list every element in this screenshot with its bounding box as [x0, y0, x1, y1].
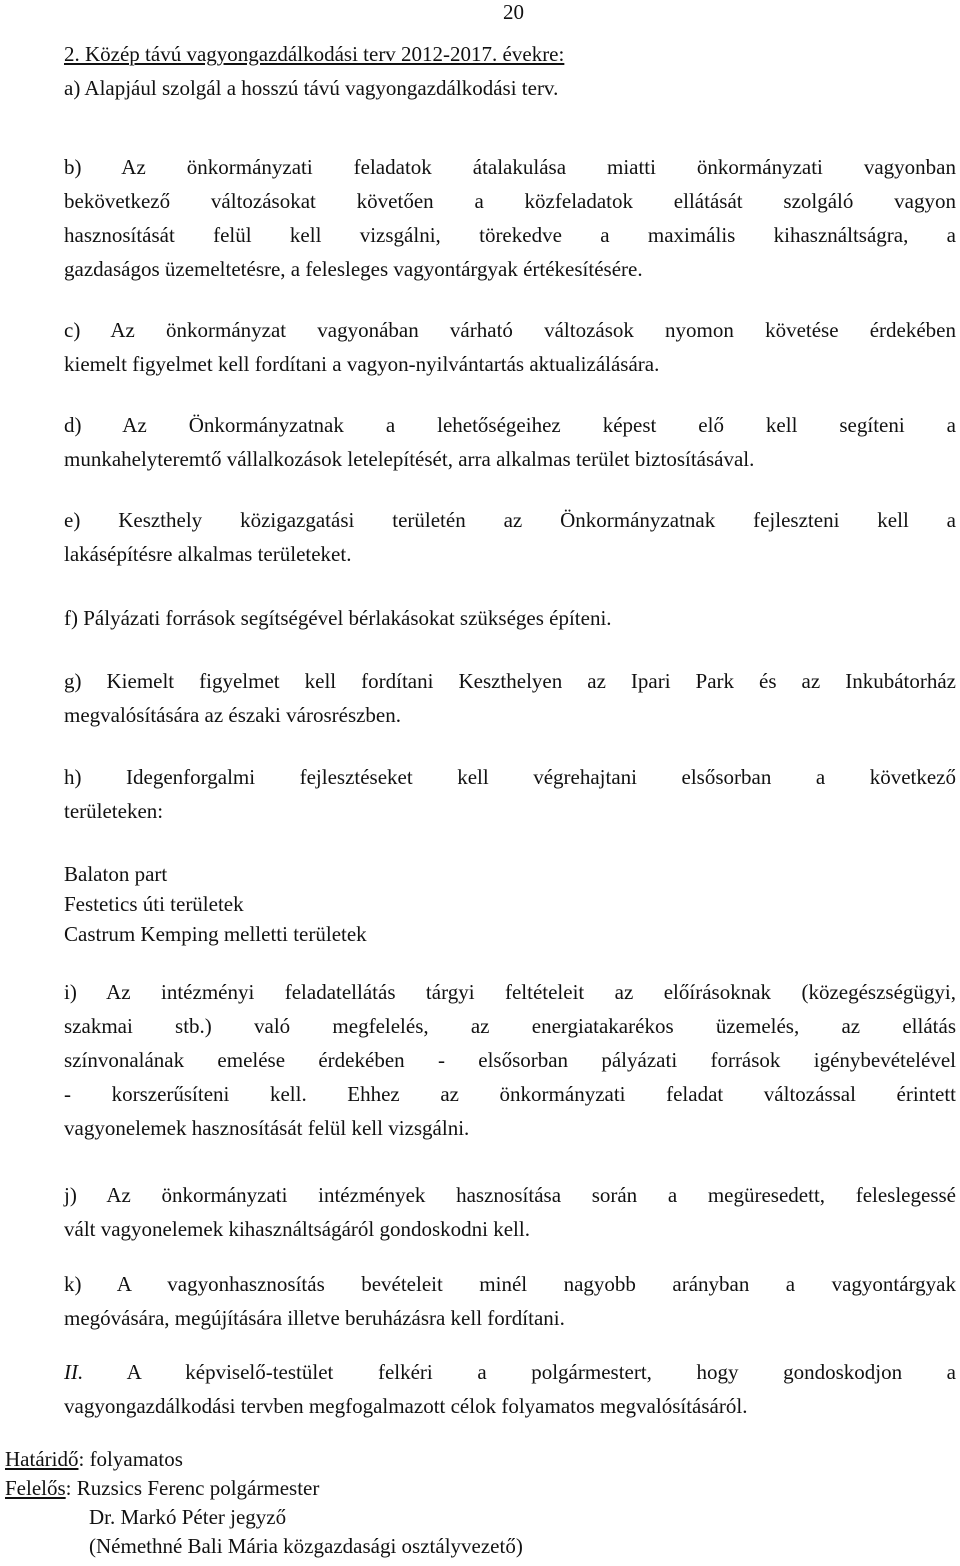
item-d-line-2: munkahelyteremtő vállalkozások letelepítését, arra alkalmas terület biztosításával. [64, 447, 755, 471]
item-j-line-2: vált vagyonelemek kihasználtságáról gondoskodni kell. [64, 1217, 530, 1241]
item-i-line-3: színvonalának emelése érdekében - elsősorban pályázati források igénybevételével [64, 1048, 956, 1072]
item-b-line-3: hasznosítását felül kell vizsgálni, törekedve a maximális kihasználtságra, a [64, 223, 956, 247]
responsible-label: Felelős [5, 1476, 66, 1500]
item-a-line-1: a) Alapjául szolgál a hosszú távú vagyongazdálkodási terv. [64, 76, 559, 100]
item-k-line-1: k) A vagyonhasznosítás bevételeit minél nagyobb arányban a vagyontárgyak [64, 1272, 956, 1296]
co-responsible-line-2: (Némethné Bali Mária közgazdasági osztályvezető) [89, 1534, 523, 1558]
area-item-2: Festetics úti területek [64, 892, 244, 916]
deadline-value: : folyamatos [78, 1447, 183, 1471]
section-heading: 2. Közép távú vagyongazdálkodási terv 2012-2017. évekre: [64, 42, 565, 66]
item-j-line-1: j) Az önkormányzati intézmények hasznosítása során a megüresedett, feleslegessé [64, 1183, 956, 1207]
item-i-line-1: i) Az intézményi feladatellátás tárgyi feltételeit az előírásoknak (közegészségügyi, [64, 980, 956, 1004]
area-item-1: Balaton part [64, 862, 168, 886]
item-g-line-2: megvalósítására az északi városrészben. [64, 703, 402, 727]
item-c-line-2: kiemelt figyelmet kell fordítani a vagyon-nyilvántartás aktualizálására. [64, 352, 660, 376]
item-f-line-1: f) Pályázati források segítségével bérlakásokat szükséges építeni. [64, 606, 612, 630]
item-b-line-4: gazdaságos üzemeltetésre, a felesleges vagyontárgyak értékesítésére. [64, 257, 643, 281]
item-g-line-1: g) Kiemelt figyelmet kell fordítani Keszthelyen az Ipari Park és az Inkubátorház [64, 669, 956, 693]
resolution-line-1 [64, 1360, 956, 1385]
responsible-line [5, 1476, 319, 1501]
item-h-line-2: területeken: [64, 799, 164, 823]
co-responsible-line: Dr. Markó Péter jegyző [89, 1505, 287, 1529]
responsible-value: : Ruzsics Ferenc polgármester [65, 1476, 320, 1500]
item-c-line-1: c) Az önkormányzat vagyonában várható változások nyomon követése érdekében [64, 318, 956, 342]
page-number: 20 [503, 0, 524, 24]
resolution-line-2: vagyongazdálkodási tervben megfogalmazott célok folyamatos megvalósításáról. [64, 1394, 748, 1418]
item-b-line-2: bekövetkező változásokat követően a közfeladatok ellátását szolgáló vagyon [64, 189, 956, 213]
area-item-3: Castrum Kemping melletti területek [64, 922, 367, 946]
item-e-line-2: lakásépítésre alkalmas területeket. [64, 542, 352, 566]
item-k-line-2: megóvására, megújítására illetve beruházásra kell fordítani. [64, 1306, 565, 1330]
item-h-line-1: h) Idegenforgalmi fejlesztéseket kell végrehajtani elsősorban a következő [64, 765, 956, 789]
item-b-line-1: b) Az önkormányzati feladatok átalakulása miatti önkormányzati vagyonban [64, 155, 956, 179]
item-d-line-1: d) Az Önkormányzatnak a lehetőségeihez képest elő kell segíteni a [64, 413, 956, 437]
item-i-line-5: vagyonelemek hasznosítását felül kell vizsgálni. [64, 1116, 470, 1140]
roman-numeral: II. [64, 1360, 84, 1384]
deadline-line [5, 1447, 183, 1472]
item-i-line-2: szakmai stb.) való megfelelés, az energiatakarékos üzemelés, az ellátás [64, 1014, 956, 1038]
resolution-text: A képviselő-testület felkéri a polgármestert, hogy gondoskodjon a [83, 1360, 956, 1384]
item-e-line-1: e) Keszthely közigazgatási területén az Önkormányzatnak fejleszteni kell a [64, 508, 956, 532]
item-i-line-4: - korszerűsíteni kell. Ehhez az önkormányzati feladat változással érintett [64, 1082, 956, 1106]
deadline-label: Határidő [5, 1447, 79, 1471]
